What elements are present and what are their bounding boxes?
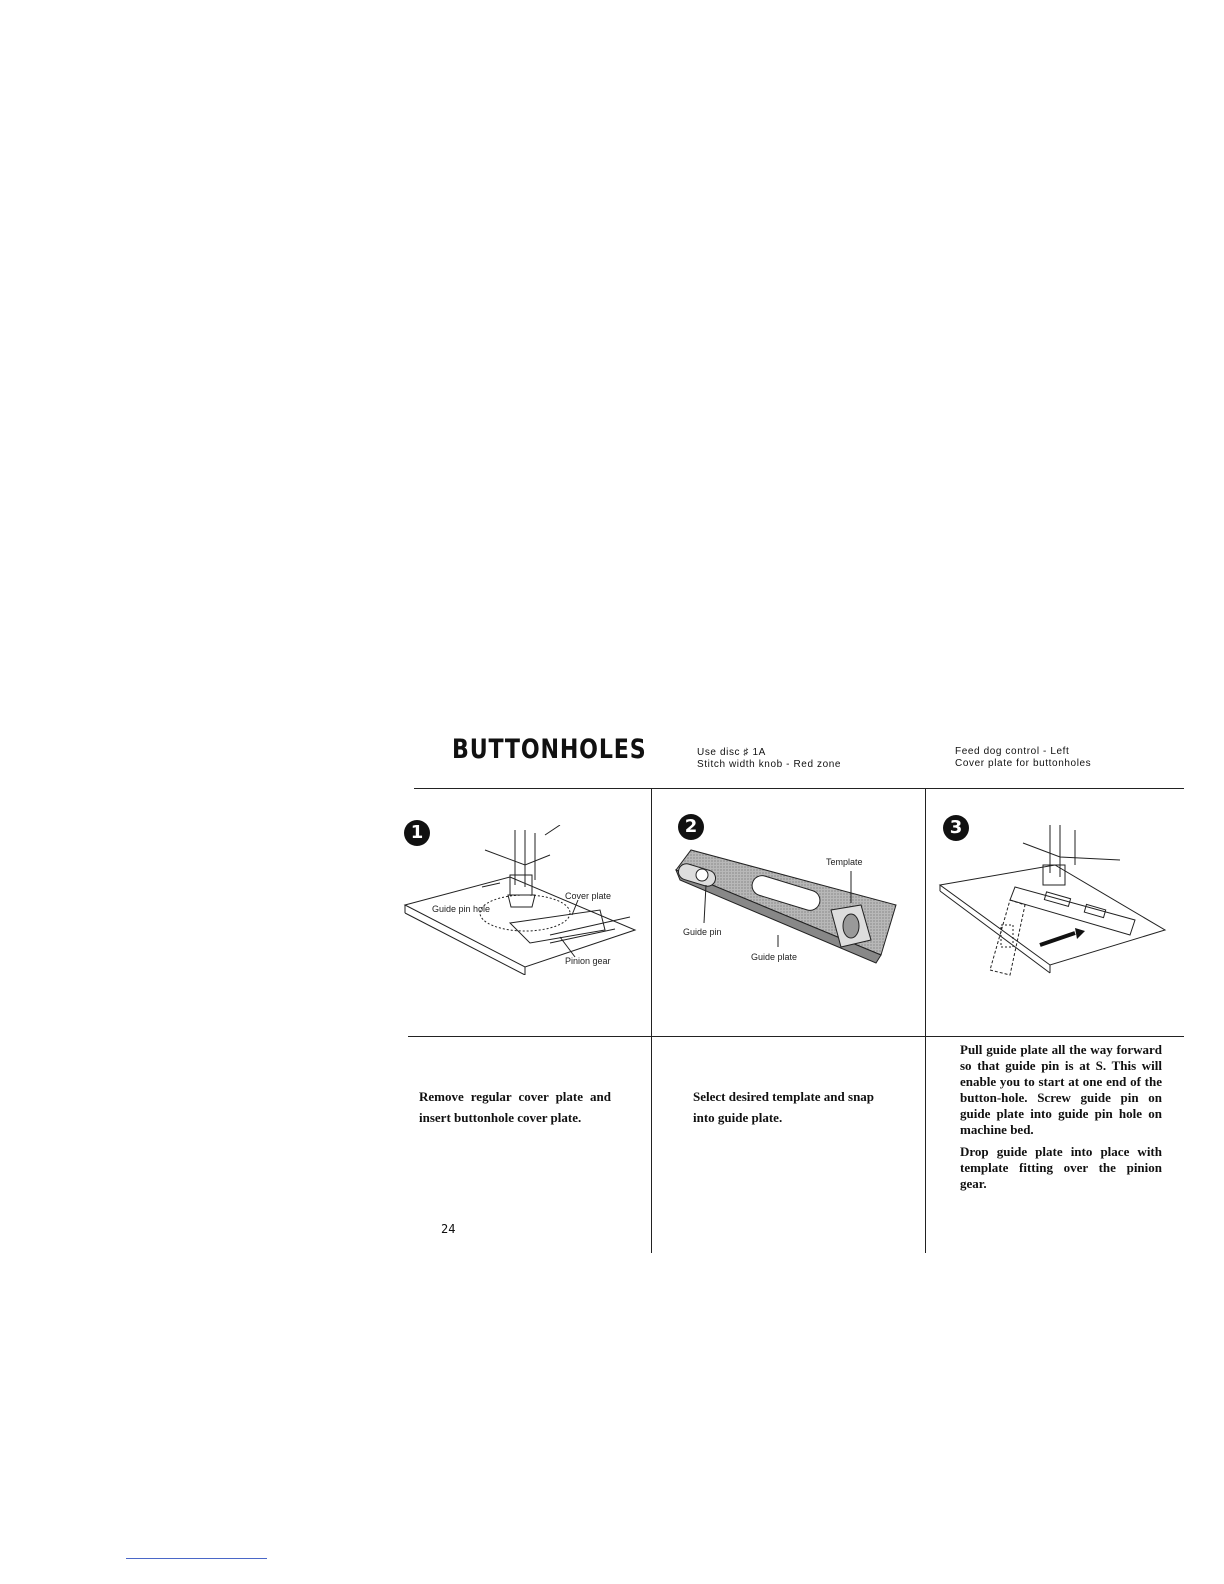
- label-guide-pin-hole: Guide pin hole: [432, 904, 491, 914]
- column-divider-2: [925, 789, 926, 1253]
- setting-cover-plate: Cover plate for buttonholes: [955, 758, 1092, 769]
- step-3-paragraph-2: Drop guide plate into place with template fitting over the pinion gear.: [960, 1144, 1162, 1191]
- machine-bed: [940, 865, 1165, 965]
- illustration-cover-plate: [400, 825, 640, 975]
- illustration-guide-plate-installed: [935, 825, 1170, 980]
- header-rule: [414, 788, 1184, 789]
- setting-stitch-width: Stitch width knob - Red zone: [697, 759, 842, 770]
- page-title: BUTTONHOLES: [452, 734, 647, 765]
- cover-plate-shape: [510, 910, 605, 943]
- guide-plate-shape: [1010, 887, 1135, 935]
- direction-arrow: [1040, 933, 1075, 945]
- footnote-rule: [126, 1558, 267, 1559]
- step-3-text: [960, 1042, 1162, 1192]
- step-3-number: 3: [943, 815, 969, 841]
- step-1-text: Remove regular cover plate and insert buttonhole cover plate.: [419, 1089, 611, 1125]
- label-cover-plate: Cover plate: [565, 891, 612, 901]
- step-3-paragraph-1: Pull guide plate all the way forward so that guide pin is at S. This will enable you to start at one end of the button-hole. Screw guide pin on guide plate into guide pin hole on machine bed.: [960, 1042, 1162, 1137]
- label-guide-plate: Guide plate: [751, 952, 798, 962]
- label-pinion-gear: Pinion gear: [565, 956, 611, 966]
- settings-right: [955, 746, 1091, 770]
- step-1-number: 1: [404, 820, 430, 846]
- step-2-text: Select desired template and snap into guide plate.: [693, 1089, 875, 1125]
- settings-left: [697, 747, 841, 771]
- page-number: 24: [441, 1222, 456, 1236]
- column-divider-1: [651, 789, 652, 1253]
- label-template: Template: [826, 857, 863, 867]
- label-guide-pin: Guide pin: [683, 927, 722, 937]
- setting-disc: Use disc ♯ 1A: [697, 747, 766, 758]
- illustration-guide-plate: [666, 845, 906, 970]
- step-2-number: 2: [678, 814, 704, 840]
- middle-rule: [408, 1036, 1184, 1037]
- setting-feed-dog: Feed dog control - Left: [955, 746, 1070, 757]
